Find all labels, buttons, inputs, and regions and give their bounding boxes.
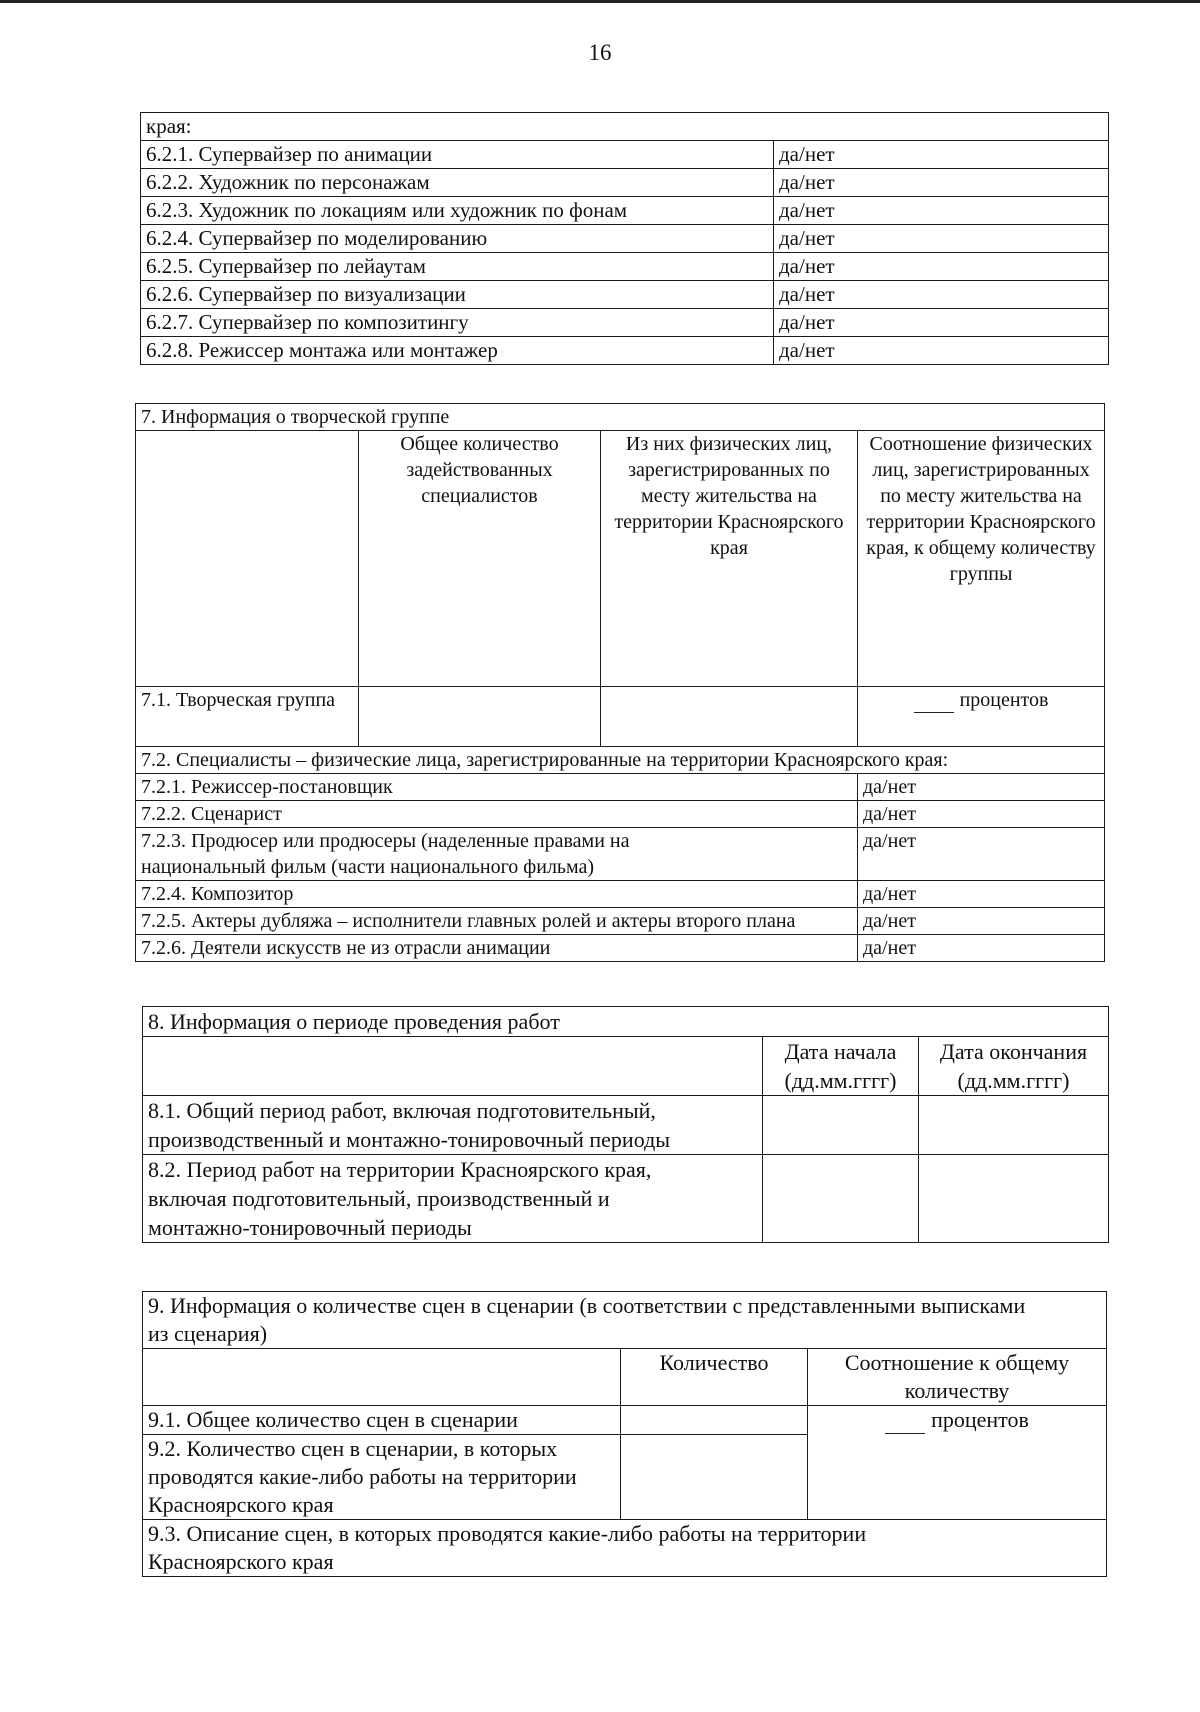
row-value: да/нет bbox=[774, 225, 1109, 253]
row-value: да/нет bbox=[774, 337, 1109, 365]
table-7-creative-group bbox=[135, 403, 1105, 962]
count-cell bbox=[621, 1406, 808, 1435]
row-label: 7.2.5. Актеры дубляжа – исполнители главных ролей и актеры второго плана bbox=[136, 908, 858, 935]
row-value: да/нет bbox=[774, 309, 1109, 337]
row-value: да/нет bbox=[774, 169, 1109, 197]
row-value: да/нет bbox=[858, 935, 1105, 962]
end-date-cell bbox=[919, 1155, 1109, 1243]
row-value: да/нет bbox=[858, 774, 1105, 801]
top-border-line bbox=[0, 0, 1200, 3]
table-row bbox=[143, 1520, 1107, 1577]
count-cell bbox=[621, 1435, 808, 1520]
empty-header-cell bbox=[143, 1037, 763, 1096]
row-label: 9.2. Количество сцен в сценарии, в которых проводятся какие-либо работы на территории Красноярского края bbox=[143, 1435, 621, 1520]
input-cell bbox=[601, 687, 858, 747]
table-row bbox=[136, 881, 1105, 908]
table-row bbox=[141, 337, 1109, 365]
row-label: 7.2.1. Режиссер-постановщик bbox=[136, 774, 858, 801]
row-label: 7.2.4. Композитор bbox=[136, 881, 858, 908]
table-7-title: 7. Информация о творческой группе bbox=[136, 404, 1105, 431]
col-header-count: Количество bbox=[621, 1349, 808, 1406]
row-value: да/нет bbox=[858, 881, 1105, 908]
row-label: 7.2.2. Сценарист bbox=[136, 801, 858, 828]
row-value: да/нет bbox=[774, 281, 1109, 309]
table-row bbox=[136, 908, 1105, 935]
table-row bbox=[136, 935, 1105, 962]
page-number: 16 bbox=[588, 40, 612, 65]
percent-cell bbox=[858, 687, 1105, 747]
blank-line bbox=[885, 1413, 925, 1434]
start-date-cell bbox=[763, 1155, 919, 1243]
table-row bbox=[136, 828, 1105, 881]
col-header-start-date: Дата начала (дд.мм.гггг) bbox=[763, 1037, 919, 1096]
percent-label: процентов bbox=[959, 689, 1049, 711]
percent-label: процентов bbox=[931, 1407, 1029, 1432]
blank-line bbox=[914, 692, 954, 713]
table-row bbox=[141, 309, 1109, 337]
table-6-continuation-label: края: bbox=[141, 113, 1109, 141]
table-row bbox=[143, 1406, 1107, 1435]
section-7-2-heading: 7.2. Специалисты – физические лица, зарегистрированные на территории Красноярского края: bbox=[136, 747, 1105, 774]
col-header-registered: Из них физических лиц, зарегистрированных по месту жительства на территории Красноярского края bbox=[601, 431, 858, 687]
row-value: да/нет bbox=[858, 801, 1105, 828]
table-row bbox=[136, 801, 1105, 828]
table-8-title: 8. Информация о периоде проведения работ bbox=[143, 1007, 1109, 1037]
start-date-cell bbox=[763, 1096, 919, 1155]
col-header-end-date: Дата окончания (дд.мм.гггг) bbox=[919, 1037, 1109, 1096]
row-value: да/нет bbox=[858, 828, 1105, 881]
empty-header-cell bbox=[143, 1349, 621, 1406]
row-label: 6.2.3. Художник по локациям или художник по фонам bbox=[141, 197, 774, 225]
row-label: 6.2.7. Супервайзер по композитингу bbox=[141, 309, 774, 337]
percent-cell bbox=[808, 1406, 1107, 1520]
col-header-total: Общее количество задействованных специалистов bbox=[359, 431, 601, 687]
table-row bbox=[141, 169, 1109, 197]
row-label: 9.3. Описание сцен, в которых проводятся какие-либо работы на территории Красноярского края bbox=[143, 1520, 1107, 1577]
row-value: да/нет bbox=[858, 908, 1105, 935]
end-date-cell bbox=[919, 1096, 1109, 1155]
row-label: 6.2.4. Супервайзер по моделированию bbox=[141, 225, 774, 253]
row-label: 8.2. Период работ на территории Красноярского края, включая подготовительный, производственный и монтажно-тонировочный периоды bbox=[143, 1155, 763, 1243]
table-row bbox=[136, 774, 1105, 801]
col-header-ratio: Соотношение к общему количеству bbox=[808, 1349, 1107, 1406]
row-value: да/нет bbox=[774, 253, 1109, 281]
row-label: 6.2.2. Художник по персонажам bbox=[141, 169, 774, 197]
row-label: 7.2.6. Деятели искусств не из отрасли анимации bbox=[136, 935, 858, 962]
row-value: да/нет bbox=[774, 141, 1109, 169]
row-label: 6.2.1. Супервайзер по анимации bbox=[141, 141, 774, 169]
table-row bbox=[143, 1155, 1109, 1243]
table-row bbox=[141, 141, 1109, 169]
table-row bbox=[141, 281, 1109, 309]
col-header-ratio: Соотношение физических лиц, зарегистрированных по месту жительства на территории Красноярского края, к общему количеству группы bbox=[858, 431, 1105, 687]
table-row bbox=[143, 1096, 1109, 1155]
table-9-scenes bbox=[142, 1291, 1107, 1577]
table-6-continuation bbox=[140, 112, 1109, 365]
table-row bbox=[141, 225, 1109, 253]
row-label: 8.1. Общий период работ, включая подготовительный, производственный и монтажно-тонировочный периоды bbox=[143, 1096, 763, 1155]
table-9-title: 9. Информация о количестве сцен в сценарии (в соответствии с представленными выписками из сценария) bbox=[143, 1292, 1107, 1349]
table-row bbox=[141, 197, 1109, 225]
row-label: 6.2.5. Супервайзер по лейаутам bbox=[141, 253, 774, 281]
table-row bbox=[141, 253, 1109, 281]
row-label: 6.2.8. Режиссер монтажа или монтажер bbox=[141, 337, 774, 365]
input-cell bbox=[359, 687, 601, 747]
row-label: 7.1. Творческая группа bbox=[136, 687, 359, 747]
row-value: да/нет bbox=[774, 197, 1109, 225]
empty-header-cell bbox=[136, 431, 359, 687]
row-label: 9.1. Общее количество сцен в сценарии bbox=[143, 1406, 621, 1435]
row-label: 7.2.3. Продюсер или продюсеры (наделенные правами на национальный фильм (части национального фильма) bbox=[136, 828, 858, 881]
table-8-work-period bbox=[142, 1006, 1109, 1243]
row-label: 6.2.6. Супервайзер по визуализации bbox=[141, 281, 774, 309]
